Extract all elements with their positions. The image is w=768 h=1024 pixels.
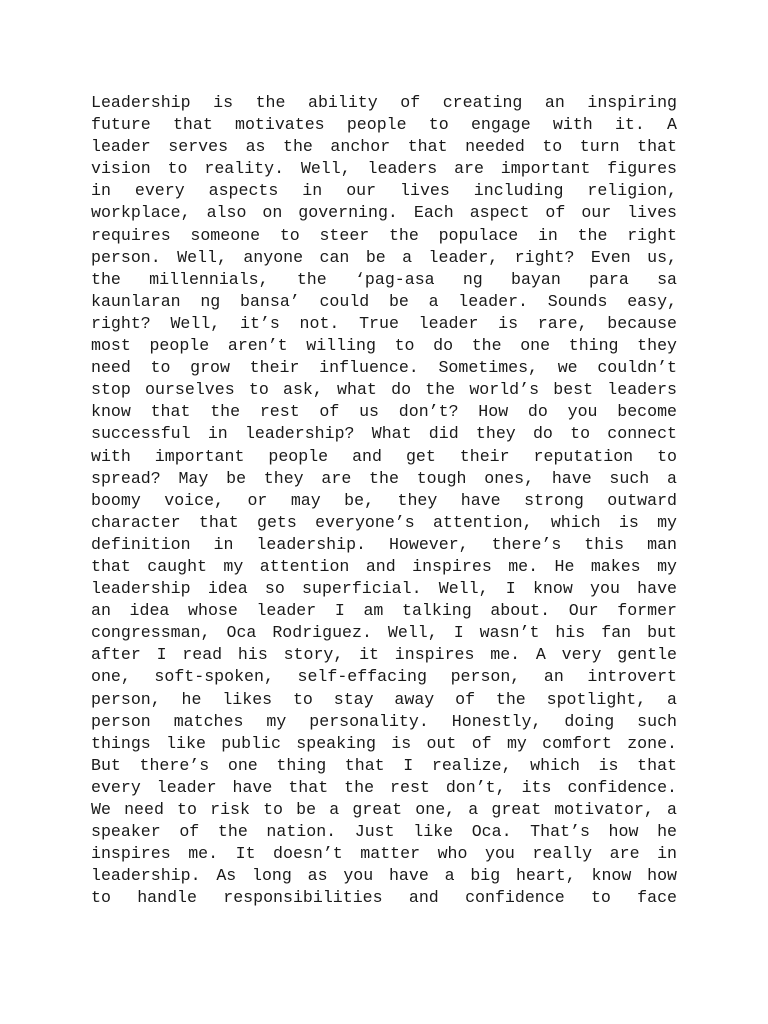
paragraph-line: an idea whose leader I am talking about. Our former [91,601,677,621]
paragraph-line: one, soft-spoken, self-effacing person, an introvert [91,667,677,687]
paragraph-line: Leadership is the ability of creating an inspiring [91,93,677,112]
paragraph-line: that caught my attention and inspires me. He makes my [91,556,677,576]
paragraph-line: We need to risk to be a great one, a great motivator, a [91,800,677,819]
paragraph-line: leader serves as the anchor that needed to turn that [91,137,677,157]
paragraph-line: to handle responsibilities and confidence to face [91,888,677,908]
paragraph-line: successful in leadership? What did they do to connect [91,424,677,444]
paragraph-line: congressman, Oca Rodriguez. Well, I wasn’t his fan but [91,623,677,643]
paragraph-line: future that motivates people to engage with it. A [91,115,677,135]
paragraph-line: workplace, also on governing. Each aspect of our lives [91,203,677,223]
paragraph-line: inspires me. It doesn’t matter who you really are in [91,844,677,864]
paragraph-line: know that the rest of us don’t? How do you become [91,402,677,422]
paragraph-line: in every aspects in our lives including religion, [91,181,677,201]
paragraph-line: person matches my personality. Honestly, doing such [91,711,677,731]
paragraph-line: things like public speaking is out of my comfort zone. [91,733,677,753]
paragraph-line: boomy voice, or may be, they have strong outward [91,490,677,510]
paragraph-line: person. Well, anyone can be a leader, right? Even us, [91,247,677,267]
paragraph-line: speaker of the nation. Just like Oca. That’s how he [91,822,677,842]
paragraph-line: the millennials, the ‘pag-asa ng bayan para sa [91,269,677,289]
paragraph-line: every leader have that the rest don’t, its confidence. [91,777,677,797]
paragraph-line: character that gets everyone’s attention, which is my [91,512,677,532]
paragraph-line: spread? May be they are the tough ones, have such a [91,468,677,488]
paragraph-line: definition in leadership. However, there’s this man [91,534,677,554]
paragraph-line: with important people and get their reputation to [91,446,677,466]
essay-paragraph [91,92,677,909]
paragraph-line: most people aren’t willing to do the one thing they [91,336,677,356]
paragraph-line: leadership. As long as you have a big heart, know how [91,866,677,886]
paragraph-line: kaunlaran ng bansa’ could be a leader. Sounds easy, [91,291,677,311]
paragraph-line: need to grow their influence. Sometimes, we couldn’t [91,358,677,378]
paragraph-line: person, he likes to stay away of the spotlight, a [91,689,677,709]
paragraph-line: But there’s one thing that I realize, which is that [91,755,677,775]
paragraph-line: requires someone to steer the populace in the right [91,225,677,245]
paragraph-line: after I read his story, it inspires me. A very gentle [91,645,677,665]
paragraph-line: stop ourselves to ask, what do the world’s best leaders [91,380,677,400]
paragraph-line: leadership idea so superficial. Well, I know you have [91,579,677,599]
paragraph-line: right? Well, it’s not. True leader is rare, because [91,313,677,333]
paragraph-line: vision to reality. Well, leaders are important figures [91,159,677,179]
